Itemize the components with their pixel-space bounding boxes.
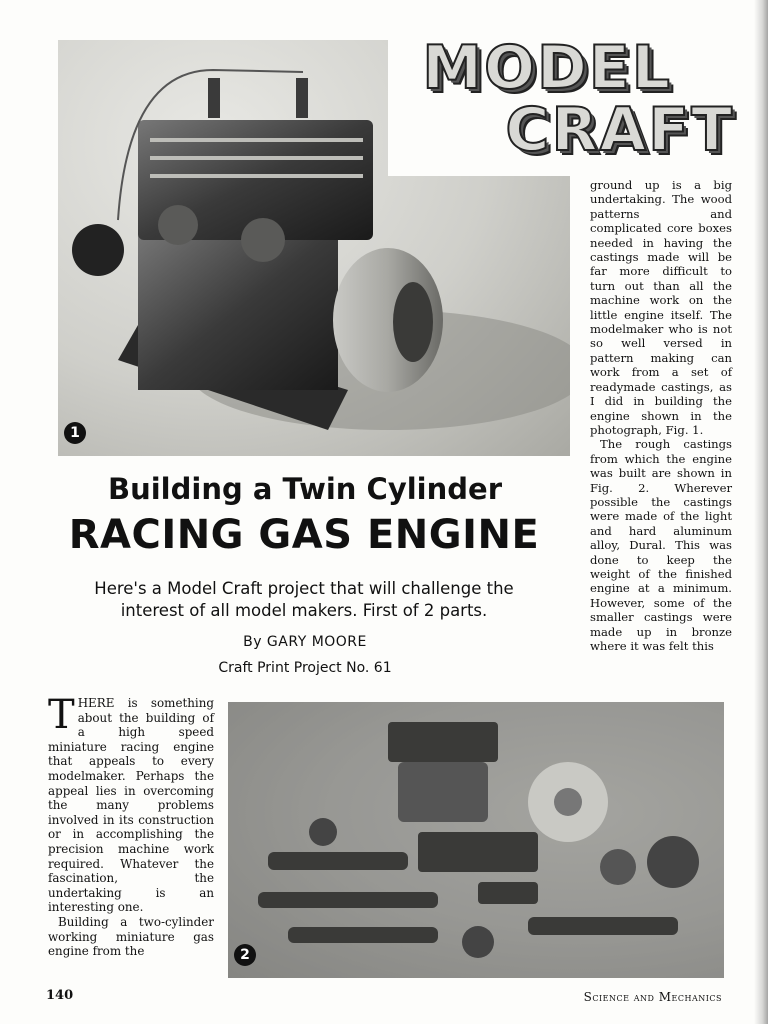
drop-cap: T bbox=[48, 692, 75, 738]
headline-line-2: RACING GAS ENGINE bbox=[68, 512, 540, 558]
headline-line-1: Building a Twin Cylinder bbox=[107, 472, 502, 506]
castings-photo-fig2 bbox=[228, 702, 724, 978]
right-paragraph-2: The rough castings from which the engine was built are shown in Fig. 2. Wherever possible the castings were made of the light and hard aluminum alloy, Dural. This was done to keep the weight of the finished engine at a minimum. However, some of the smaller castings were made up in bronze where it was felt this bbox=[590, 437, 732, 653]
page-edge-shadow bbox=[754, 0, 768, 1024]
wordmark-line-2: CRAFT bbox=[505, 95, 734, 165]
castings-illustration bbox=[228, 702, 724, 978]
figure-2-badge: 2 bbox=[234, 944, 256, 966]
project-number: Craft Print Project No. 61 bbox=[218, 660, 392, 676]
page-number: 140 bbox=[46, 988, 74, 1003]
subtitle: Here's a Model Craft project that will challenge the interest of all model makers. First of 2 parts. bbox=[94, 579, 514, 620]
model-craft-wordmark bbox=[388, 33, 736, 176]
left-paragraph-2: Building a two-cylinder working miniature gas engine from the bbox=[48, 914, 214, 959]
left-column-text bbox=[48, 692, 214, 978]
wordmark-line-1: MODEL bbox=[422, 33, 672, 103]
byline: By GARY MOORE bbox=[243, 634, 367, 650]
left-paragraph-1 bbox=[48, 692, 214, 915]
magazine-name: Science and Mechanics bbox=[583, 990, 722, 1004]
right-paragraph-1: ground up is a big undertaking. The wood patterns and complicated core boxes needed in having the castings made will be far more difficult to turn out than all the machine work on the little engine itself. The modelmaker who is not so well versed in pattern making can work from a set of readymade castings, as I did in building the engine shown in the photograph, Fig. 1. bbox=[590, 178, 732, 437]
left-paragraph-1-text: HERE is something about the building of a high speed miniature racing engine that appeals to every modelmaker. Perhaps the appeal lies in overcoming the many problems involved in its construction or in accomplishing the precision machine work required. Whatever the fascination, the undertaking is an interesting one. bbox=[48, 696, 214, 915]
figure-1-badge: 1 bbox=[64, 422, 86, 444]
right-column-text bbox=[590, 178, 732, 688]
